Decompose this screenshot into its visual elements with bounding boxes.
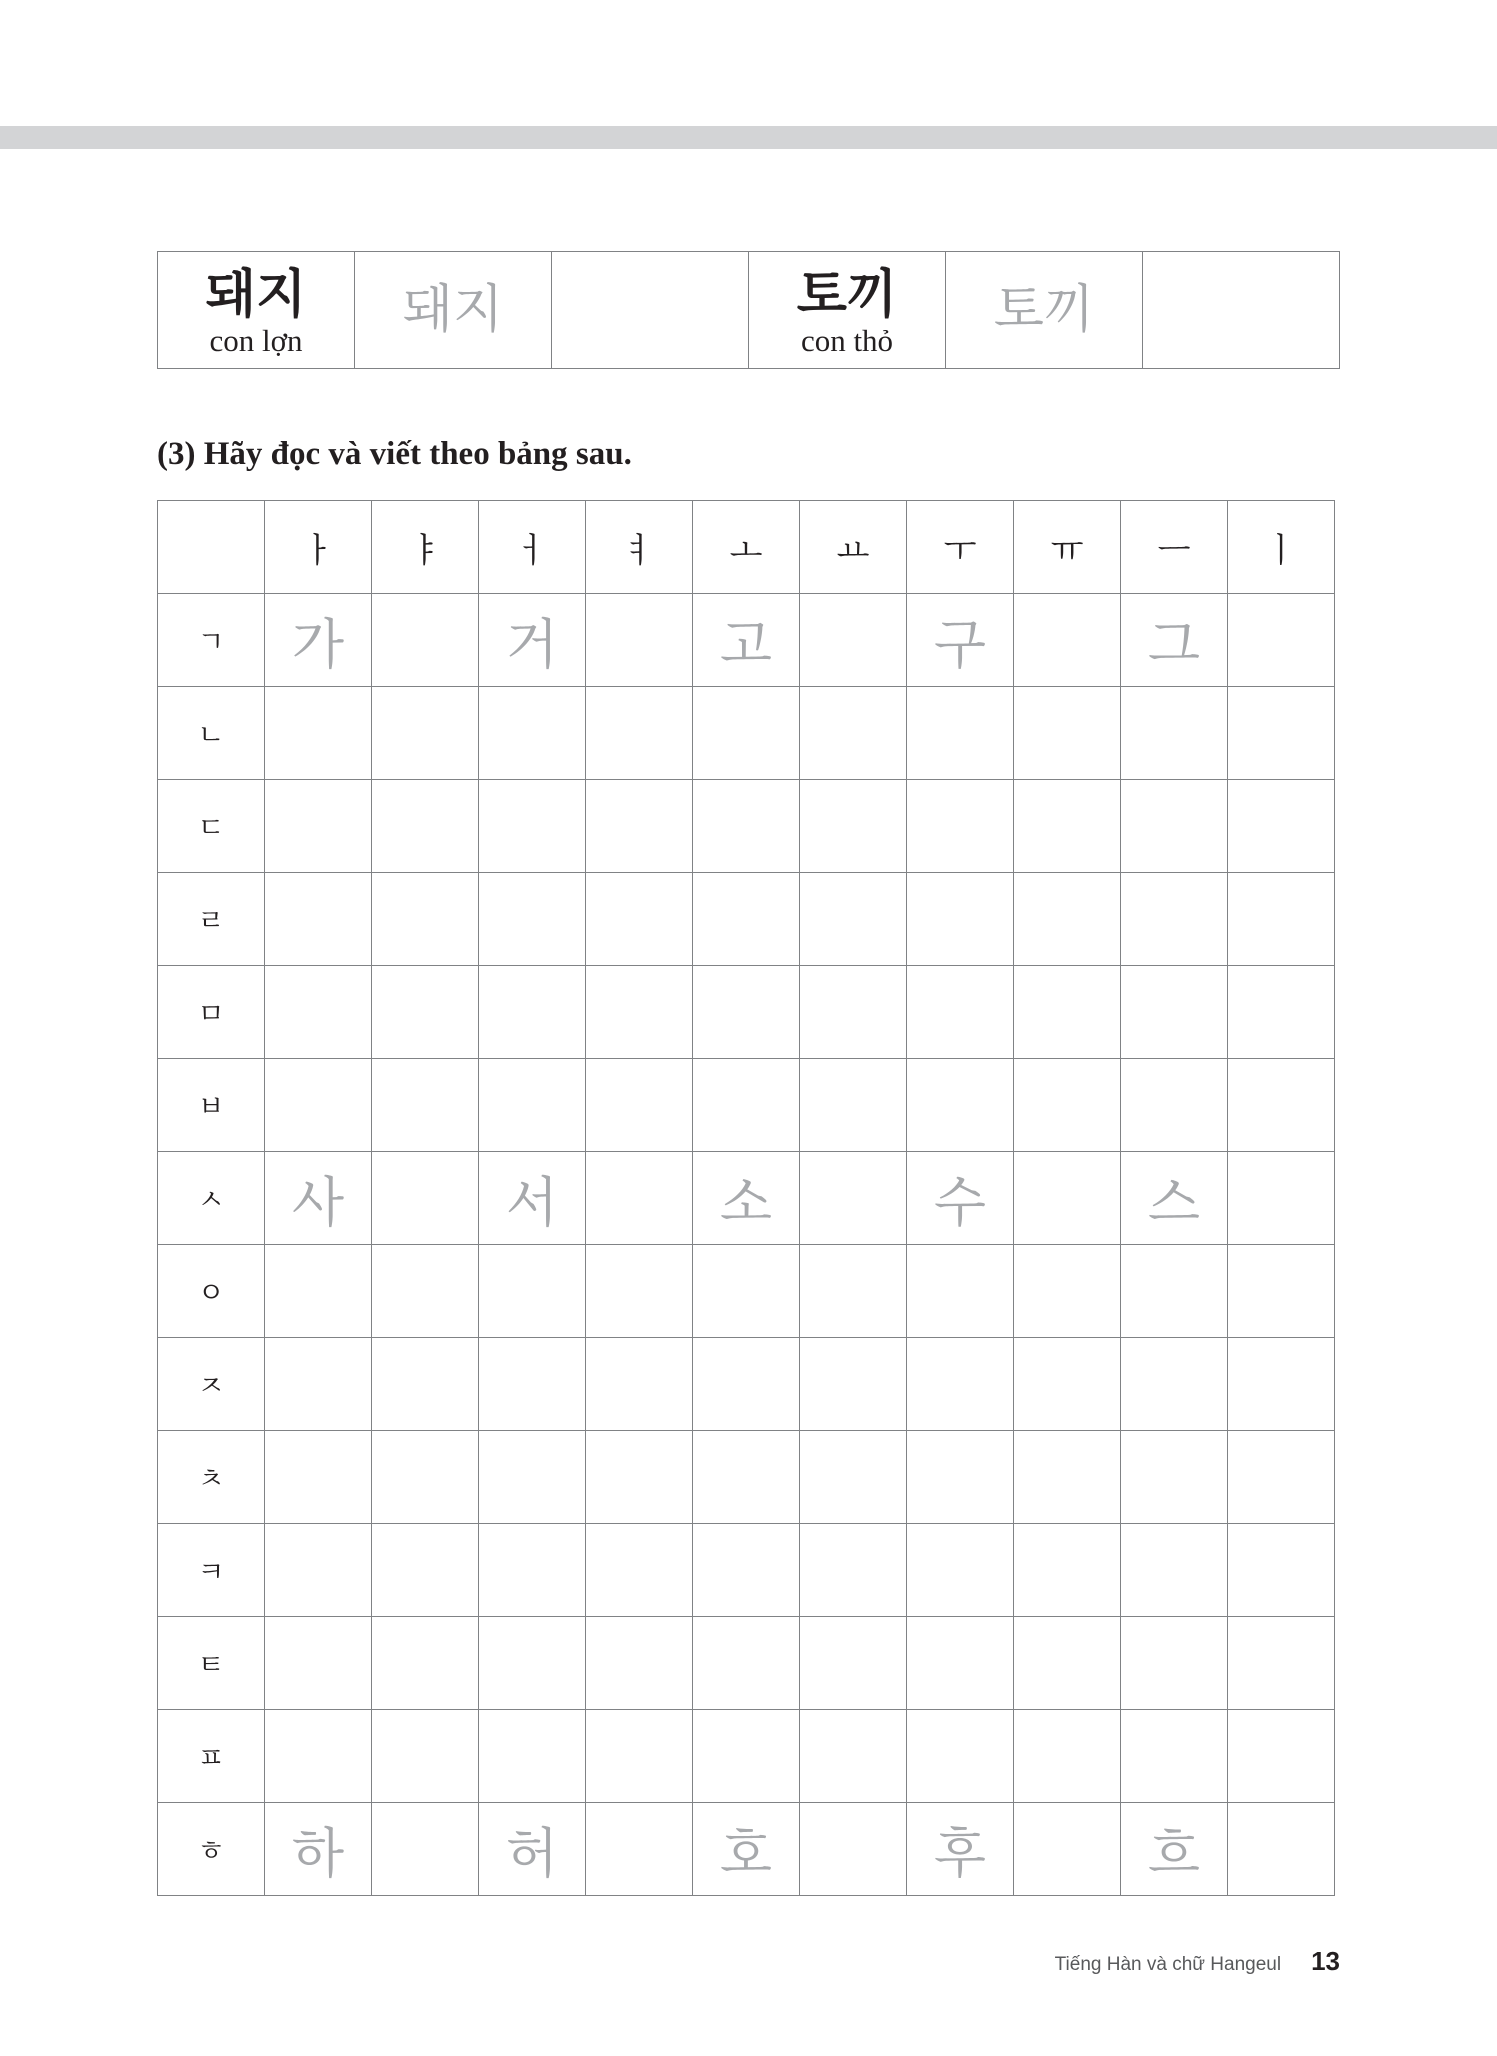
syllable-blank-cell[interactable] xyxy=(586,687,693,780)
syllable-blank-cell[interactable] xyxy=(1228,1803,1335,1896)
syllable-blank-cell[interactable] xyxy=(586,1152,693,1245)
page-number: 13 xyxy=(1311,1946,1340,1976)
syllable-blank-cell[interactable] xyxy=(1121,1338,1228,1431)
vocab-trace-text: 토끼 xyxy=(993,280,1095,340)
consonant-header-cell: ㅁ xyxy=(158,966,265,1059)
vocab-blank-cell[interactable] xyxy=(1143,252,1340,369)
vowel-header-cell: ㅠ xyxy=(1014,501,1121,594)
syllable-blank-cell[interactable] xyxy=(586,1431,693,1524)
syllable-blank-cell[interactable] xyxy=(693,966,800,1059)
syllable-blank-cell[interactable] xyxy=(372,687,479,780)
consonant-header-cell: ㅎ xyxy=(158,1803,265,1896)
syllable-guide-cell[interactable]: 거 xyxy=(479,594,586,687)
syllable-blank-cell[interactable] xyxy=(800,1431,907,1524)
syllable-guide-cell[interactable]: 흐 xyxy=(1121,1803,1228,1896)
syllable-blank-cell[interactable] xyxy=(372,1059,479,1152)
syllable-blank-cell[interactable] xyxy=(372,1245,479,1338)
syllable-blank-cell[interactable] xyxy=(1014,687,1121,780)
syllable-blank-cell[interactable] xyxy=(800,1803,907,1896)
exercise-instruction: (3) Hãy đọc và viết theo bảng sau. xyxy=(157,436,632,472)
vowel-header-cell: ㅗ xyxy=(693,501,800,594)
vowel-header-cell: ㅕ xyxy=(586,501,693,594)
syllable-blank-cell[interactable] xyxy=(1228,1152,1335,1245)
consonant-header-cell: ㅂ xyxy=(158,1059,265,1152)
syllable-blank-cell[interactable] xyxy=(1121,1245,1228,1338)
syllable-blank-cell[interactable] xyxy=(1228,687,1335,780)
syllable-blank-cell[interactable] xyxy=(1121,1431,1228,1524)
syllable-blank-cell[interactable] xyxy=(1228,1059,1335,1152)
page-footer xyxy=(1055,1946,1340,1977)
vocab-blank-cell[interactable] xyxy=(552,252,749,369)
syllable-blank-cell[interactable] xyxy=(586,594,693,687)
syllable-blank-cell[interactable] xyxy=(800,1152,907,1245)
syllable-blank-cell[interactable] xyxy=(1014,780,1121,873)
consonant-header-cell: ㅊ xyxy=(158,1431,265,1524)
syllable-blank-cell[interactable] xyxy=(1228,1710,1335,1803)
consonant-header-cell: ㄱ xyxy=(158,594,265,687)
vowel-header-cell: ㅣ xyxy=(1228,501,1335,594)
vocab-word: 돼지 xyxy=(205,265,307,325)
syllable-blank-cell[interactable] xyxy=(1228,1431,1335,1524)
syllable-blank-cell[interactable] xyxy=(907,1617,1014,1710)
syllable-blank-cell[interactable] xyxy=(479,1431,586,1524)
consonant-header-cell: ㄹ xyxy=(158,873,265,966)
syllable-blank-cell[interactable] xyxy=(479,780,586,873)
syllable-blank-cell[interactable] xyxy=(479,966,586,1059)
vocab-practice-strip xyxy=(157,251,1340,369)
syllable-blank-cell[interactable] xyxy=(1228,1245,1335,1338)
syllable-blank-cell[interactable] xyxy=(693,1710,800,1803)
consonant-header-cell: ㅈ xyxy=(158,1338,265,1431)
footer-book-title: Tiếng Hàn và chữ Hangeul xyxy=(1054,1954,1282,1975)
consonant-header-cell: ㅌ xyxy=(158,1617,265,1710)
syllable-blank-cell[interactable] xyxy=(586,1803,693,1896)
syllable-blank-cell[interactable] xyxy=(693,1059,800,1152)
syllable-blank-cell[interactable] xyxy=(693,1338,800,1431)
vocab-meaning: con lợn xyxy=(209,323,303,358)
syllable-blank-cell[interactable] xyxy=(372,873,479,966)
syllable-guide-cell[interactable]: 하 xyxy=(265,1803,372,1896)
vocab-trace-cell[interactable] xyxy=(355,252,552,369)
syllable-blank-cell[interactable] xyxy=(1014,1617,1121,1710)
syllable-guide-cell[interactable]: 후 xyxy=(907,1803,1014,1896)
vowel-header-cell: ㅛ xyxy=(800,501,907,594)
syllable-blank-cell[interactable] xyxy=(800,1617,907,1710)
syllable-guide-cell[interactable]: 사 xyxy=(265,1152,372,1245)
syllable-blank-cell[interactable] xyxy=(1014,594,1121,687)
syllable-blank-cell[interactable] xyxy=(800,594,907,687)
syllable-blank-cell[interactable] xyxy=(1228,1524,1335,1617)
syllable-guide-cell[interactable]: 소 xyxy=(693,1152,800,1245)
syllable-blank-cell[interactable] xyxy=(372,1431,479,1524)
syllable-blank-cell[interactable] xyxy=(479,1059,586,1152)
consonant-header-cell: ㅅ xyxy=(158,1152,265,1245)
syllable-blank-cell[interactable] xyxy=(907,1431,1014,1524)
vocab-word: 토끼 xyxy=(796,265,898,325)
grid-row xyxy=(158,873,1335,966)
syllable-blank-cell[interactable] xyxy=(586,1617,693,1710)
syllable-blank-cell[interactable] xyxy=(372,1710,479,1803)
vowel-header-cell: ㅓ xyxy=(479,501,586,594)
syllable-blank-cell[interactable] xyxy=(265,687,372,780)
syllable-blank-cell[interactable] xyxy=(800,1338,907,1431)
vocab-trace-cell[interactable] xyxy=(946,252,1143,369)
syllable-blank-cell[interactable] xyxy=(800,780,907,873)
syllable-blank-cell[interactable] xyxy=(1121,873,1228,966)
grid-row xyxy=(158,687,1335,780)
syllable-blank-cell[interactable] xyxy=(1228,966,1335,1059)
syllable-blank-cell[interactable] xyxy=(1014,1803,1121,1896)
grid-row xyxy=(158,1524,1335,1617)
syllable-blank-cell[interactable] xyxy=(1228,873,1335,966)
syllable-blank-cell[interactable] xyxy=(800,873,907,966)
syllable-blank-cell[interactable] xyxy=(800,687,907,780)
grid-row xyxy=(158,1617,1335,1710)
consonant-header-cell: ㄷ xyxy=(158,780,265,873)
syllable-blank-cell[interactable] xyxy=(907,873,1014,966)
grid-row xyxy=(158,1059,1335,1152)
grid-row xyxy=(158,1431,1335,1524)
syllable-blank-cell[interactable] xyxy=(265,1245,372,1338)
vocab-trace-text: 돼지 xyxy=(402,280,504,340)
syllable-guide-cell[interactable]: 스 xyxy=(1121,1152,1228,1245)
syllable-guide-cell[interactable]: 고 xyxy=(693,594,800,687)
syllable-blank-cell[interactable] xyxy=(800,966,907,1059)
grid-row xyxy=(158,1245,1335,1338)
syllable-blank-cell[interactable] xyxy=(265,873,372,966)
syllable-blank-cell[interactable] xyxy=(586,780,693,873)
syllable-blank-cell[interactable] xyxy=(800,1710,907,1803)
syllable-guide-cell[interactable]: 수 xyxy=(907,1152,1014,1245)
syllable-blank-cell[interactable] xyxy=(1121,1524,1228,1617)
syllable-blank-cell[interactable] xyxy=(1014,1245,1121,1338)
syllable-blank-cell[interactable] xyxy=(1121,1710,1228,1803)
syllable-blank-cell[interactable] xyxy=(1014,1338,1121,1431)
syllable-blank-cell[interactable] xyxy=(265,966,372,1059)
top-banner-bar xyxy=(0,126,1497,149)
vowel-header-cell: ㅜ xyxy=(907,501,1014,594)
syllable-blank-cell[interactable] xyxy=(265,1059,372,1152)
syllable-blank-cell[interactable] xyxy=(372,1617,479,1710)
syllable-blank-cell[interactable] xyxy=(372,594,479,687)
grid-header-row xyxy=(158,501,1335,594)
syllable-blank-cell[interactable] xyxy=(586,966,693,1059)
syllable-blank-cell[interactable] xyxy=(907,780,1014,873)
syllable-guide-cell[interactable]: 그 xyxy=(1121,594,1228,687)
syllable-blank-cell[interactable] xyxy=(1014,1524,1121,1617)
consonant-header-cell: ㅍ xyxy=(158,1710,265,1803)
syllable-blank-cell[interactable] xyxy=(907,687,1014,780)
syllable-blank-cell[interactable] xyxy=(693,780,800,873)
vowel-header-cell: ㅡ xyxy=(1121,501,1228,594)
vocab-meaning: con thỏ xyxy=(800,323,894,358)
syllable-blank-cell[interactable] xyxy=(372,1524,479,1617)
syllable-blank-cell[interactable] xyxy=(693,1524,800,1617)
syllable-blank-cell[interactable] xyxy=(693,687,800,780)
syllable-blank-cell[interactable] xyxy=(1121,1059,1228,1152)
syllable-blank-cell[interactable] xyxy=(1228,780,1335,873)
syllable-guide-cell[interactable]: 구 xyxy=(907,594,1014,687)
syllable-blank-cell[interactable] xyxy=(479,1710,586,1803)
syllable-guide-cell[interactable]: 허 xyxy=(479,1803,586,1896)
syllable-blank-cell[interactable] xyxy=(586,1059,693,1152)
syllable-blank-cell[interactable] xyxy=(479,1245,586,1338)
syllable-blank-cell[interactable] xyxy=(586,873,693,966)
syllable-blank-cell[interactable] xyxy=(372,1338,479,1431)
syllable-blank-cell[interactable] xyxy=(693,1245,800,1338)
syllable-grid xyxy=(157,500,1335,1896)
syllable-blank-cell[interactable] xyxy=(1228,594,1335,687)
syllable-blank-cell[interactable] xyxy=(265,1431,372,1524)
syllable-blank-cell[interactable] xyxy=(907,1059,1014,1152)
syllable-blank-cell[interactable] xyxy=(1014,873,1121,966)
grid-row xyxy=(158,1338,1335,1431)
syllable-blank-cell[interactable] xyxy=(479,1617,586,1710)
syllable-blank-cell[interactable] xyxy=(907,1338,1014,1431)
syllable-blank-cell[interactable] xyxy=(1228,1617,1335,1710)
syllable-blank-cell[interactable] xyxy=(265,1617,372,1710)
syllable-blank-cell[interactable] xyxy=(586,1338,693,1431)
syllable-guide-cell[interactable]: 호 xyxy=(693,1803,800,1896)
consonant-header-cell: ㅇ xyxy=(158,1245,265,1338)
syllable-blank-cell[interactable] xyxy=(265,1338,372,1431)
grid-row xyxy=(158,1710,1335,1803)
syllable-blank-cell[interactable] xyxy=(1014,1431,1121,1524)
syllable-blank-cell[interactable] xyxy=(586,1245,693,1338)
syllable-blank-cell[interactable] xyxy=(907,1710,1014,1803)
syllable-blank-cell[interactable] xyxy=(372,1152,479,1245)
syllable-blank-cell[interactable] xyxy=(1014,966,1121,1059)
syllable-blank-cell[interactable] xyxy=(586,1710,693,1803)
syllable-blank-cell[interactable] xyxy=(265,780,372,873)
consonant-header-cell: ㅋ xyxy=(158,1524,265,1617)
syllable-blank-cell[interactable] xyxy=(1121,1617,1228,1710)
grid-row xyxy=(158,780,1335,873)
syllable-blank-cell[interactable] xyxy=(1014,1059,1121,1152)
syllable-blank-cell[interactable] xyxy=(1121,966,1228,1059)
grid-corner-cell xyxy=(158,501,265,594)
syllable-blank-cell[interactable] xyxy=(586,1524,693,1617)
vocab-word-cell xyxy=(749,252,946,369)
syllable-blank-cell[interactable] xyxy=(907,966,1014,1059)
syllable-blank-cell[interactable] xyxy=(265,1524,372,1617)
syllable-blank-cell[interactable] xyxy=(372,780,479,873)
syllable-blank-cell[interactable] xyxy=(907,1245,1014,1338)
syllable-blank-cell[interactable] xyxy=(372,1803,479,1896)
syllable-blank-cell[interactable] xyxy=(800,1524,907,1617)
syllable-blank-cell[interactable] xyxy=(907,1524,1014,1617)
syllable-guide-cell[interactable]: 가 xyxy=(265,594,372,687)
syllable-blank-cell[interactable] xyxy=(1014,1710,1121,1803)
grid-row xyxy=(158,1152,1335,1245)
grid-row xyxy=(158,594,1335,687)
syllable-blank-cell[interactable] xyxy=(693,1617,800,1710)
syllable-blank-cell[interactable] xyxy=(693,1431,800,1524)
syllable-blank-cell[interactable] xyxy=(265,1710,372,1803)
syllable-blank-cell[interactable] xyxy=(1121,780,1228,873)
syllable-blank-cell[interactable] xyxy=(1121,687,1228,780)
syllable-blank-cell[interactable] xyxy=(800,1245,907,1338)
syllable-blank-cell[interactable] xyxy=(1014,1152,1121,1245)
syllable-blank-cell[interactable] xyxy=(479,1338,586,1431)
syllable-blank-cell[interactable] xyxy=(800,1059,907,1152)
vowel-header-cell: ㅑ xyxy=(372,501,479,594)
syllable-blank-cell[interactable] xyxy=(1228,1338,1335,1431)
syllable-blank-cell[interactable] xyxy=(479,1524,586,1617)
vowel-header-cell: ㅏ xyxy=(265,501,372,594)
consonant-header-cell: ㄴ xyxy=(158,687,265,780)
syllable-guide-cell[interactable]: 서 xyxy=(479,1152,586,1245)
vocab-word-cell xyxy=(158,252,355,369)
syllable-blank-cell[interactable] xyxy=(479,687,586,780)
syllable-blank-cell[interactable] xyxy=(693,873,800,966)
syllable-blank-cell[interactable] xyxy=(479,873,586,966)
grid-row xyxy=(158,1803,1335,1896)
syllable-blank-cell[interactable] xyxy=(372,966,479,1059)
grid-row xyxy=(158,966,1335,1059)
